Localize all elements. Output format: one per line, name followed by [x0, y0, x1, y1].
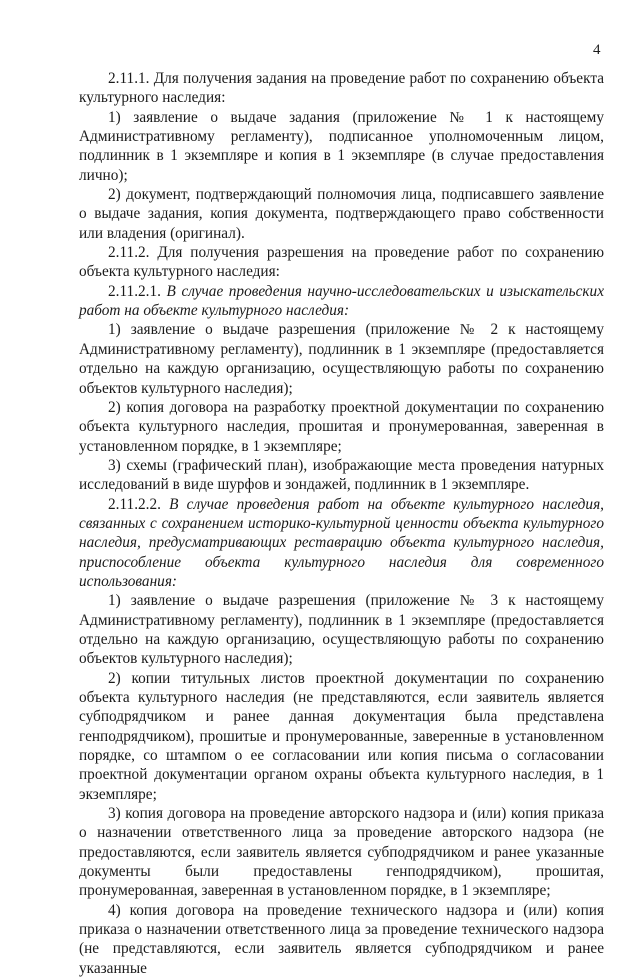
paragraph: 2) копии титульных листов проектной документации по сохранению объекта культурного наследия (не представляются, если заявитель является субподрядчиком и ранее данная документация была представлена генподрядчиком), прошитые и пронумерованные, заверенные в установленном порядке, со штампом о ее согласовании или копия письма о согласовании проектной документации органом охраны объекта культурного наследия, в 1 экземпляре; — [79, 669, 604, 803]
subsection-title: В случае проведения научно-исследовательских и изыскательских работ на объекте культурного наследия: — [79, 282, 604, 320]
page-number: 4 — [593, 42, 601, 58]
subsection-title: В случае проведения работ на объекте культурного наследия, связанных с сохранением историко-культурной ценности объекта культурного наследия, предусматривающих реставрацию объекта культурного наследия, приспособление объекта культурного наследия для современного использования: — [79, 495, 604, 590]
subsection-heading — [79, 282, 604, 321]
subsection-number: 2.11.2.2. — [108, 495, 161, 513]
paragraph: 1) заявление о выдаче задания (приложение № 1 к настоящему Административному регламенту), подписанное уполномоченным лицом, подлинник в 1 экземпляре и копия в 1 экземпляре (в случае предоставления лично); — [79, 108, 604, 184]
paragraph: 3) копия договора на проведение авторского надзора и (или) копия приказа о назначении ответственного лица за проведение авторского надзора (не предоставляются, если заявитель является субподрядчиком и ранее указанные документы были предоставлены генподрядчиком), прошитая, пронумерованная, заверенная в установленном порядке, в 1 экземпляре; — [79, 805, 604, 900]
paragraph: 2) копия договора на разработку проектной документации по сохранению объекта культурного наследия, прошитая и пронумерованная, заверенная в установленном порядке, в 1 экземпляре; — [79, 398, 604, 455]
document-body — [79, 69, 604, 978]
paragraph: 2.11.2. Для получения разрешения на проведение работ по сохранению объекта культурного наследия: — [79, 244, 604, 281]
paragraph: 1) заявление о выдаче разрешения (приложение № 2 к настоящему Административному регламенту), подлинник в 1 экземпляре (предоставляется отдельно на каждую организацию, осуществляющую работы по сохранению объектов культурного наследия); — [79, 321, 604, 397]
paragraph: 1) заявление о выдаче разрешения (приложение № 3 к настоящему Административному регламенту), подлинник в 1 экземпляре (предоставляется отдельно на каждую организацию, осуществляющую работы по сохранению объектов культурного наследия); — [79, 592, 604, 668]
subsection-heading — [79, 495, 604, 592]
paragraph: 3) схемы (графический план), изображающие места проведения натурных исследований в виде шурфов и зондажей, подлинник в 1 экземпляре. — [79, 456, 604, 494]
paragraph: 2.11.1. Для получения задания на проведение работ по сохранению объекта культурного наследия: — [79, 70, 604, 107]
paragraph: 2) документ, подтверждающий полномочия лица, подписавшего заявление о выдаче задания, копия документа, подтверждающего право собственности или владения (оригинал). — [79, 186, 604, 242]
paragraph: 4) копия договора на проведение технического надзора и (или) копия приказа о назначении ответственного лица за проведение технического надзора (не представляются, если заявитель является субподрядчиком и ранее указанные — [79, 901, 604, 977]
subsection-number: 2.11.2.1. — [108, 282, 161, 300]
